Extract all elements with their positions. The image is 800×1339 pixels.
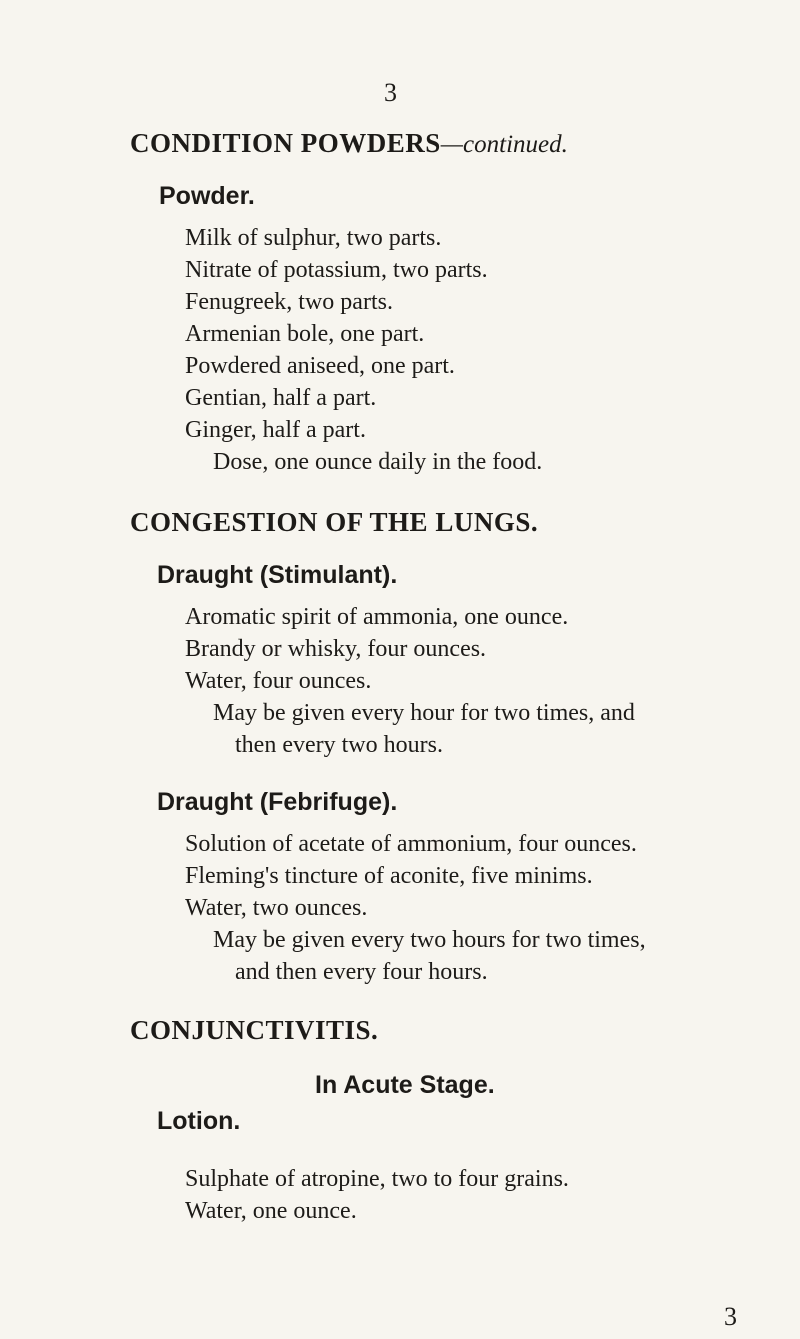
recipe-subtitle: Powder. bbox=[159, 182, 255, 210]
ingredient-line: Milk of sulphur, two parts. bbox=[185, 225, 442, 251]
ingredient-line: Aromatic spirit of ammonia, one ounce. bbox=[185, 604, 569, 630]
ingredient-line: Fleming's tincture of aconite, five minims. bbox=[185, 863, 593, 889]
heading-continued: —continued. bbox=[440, 131, 568, 158]
recipe-subtitle: Draught (Febrifuge). bbox=[157, 788, 398, 816]
ingredient-line: Sulphate of atropine, two to four grains. bbox=[185, 1166, 569, 1192]
dose-line-continued: and then every four hours. bbox=[235, 959, 488, 985]
heading-text: CONDITION POWDERS bbox=[130, 128, 441, 158]
page-number-top: 3 bbox=[384, 78, 397, 107]
ingredient-line: Nitrate of potassium, two parts. bbox=[185, 257, 488, 283]
ingredient-line: Brandy or whisky, four ounces. bbox=[185, 636, 487, 662]
ingredient-line: Water, two ounces. bbox=[185, 895, 368, 921]
recipe-subtitle: Lotion. bbox=[157, 1107, 241, 1135]
page-number-bottom: 3 bbox=[724, 1302, 737, 1331]
section-heading: CONJUNCTIVITIS. bbox=[130, 1015, 379, 1045]
section-heading bbox=[130, 128, 568, 159]
recipe-subtitle: Draught (Stimulant). bbox=[157, 561, 398, 589]
ingredient-line: Ginger, half a part. bbox=[185, 417, 366, 443]
ingredient-line: Powdered aniseed, one part. bbox=[185, 353, 455, 379]
dose-line-continued: then every two hours. bbox=[235, 732, 443, 758]
dose-line: May be given every two hours for two times, bbox=[213, 927, 646, 953]
stage-subtitle: In Acute Stage. bbox=[315, 1071, 495, 1099]
ingredient-line: Water, one ounce. bbox=[185, 1198, 357, 1224]
dose-line: May be given every hour for two times, and bbox=[213, 700, 635, 726]
section-heading: CONGESTION OF THE LUNGS. bbox=[130, 507, 539, 537]
dose-line: Dose, one ounce daily in the food. bbox=[213, 449, 543, 475]
ingredient-line: Gentian, half a part. bbox=[185, 385, 377, 411]
ingredient-line: Fenugreek, two parts. bbox=[185, 289, 393, 315]
ingredient-line: Armenian bole, one part. bbox=[185, 321, 425, 347]
ingredient-line: Water, four ounces. bbox=[185, 668, 372, 694]
ingredient-line: Solution of acetate of ammonium, four ounces. bbox=[185, 831, 637, 857]
